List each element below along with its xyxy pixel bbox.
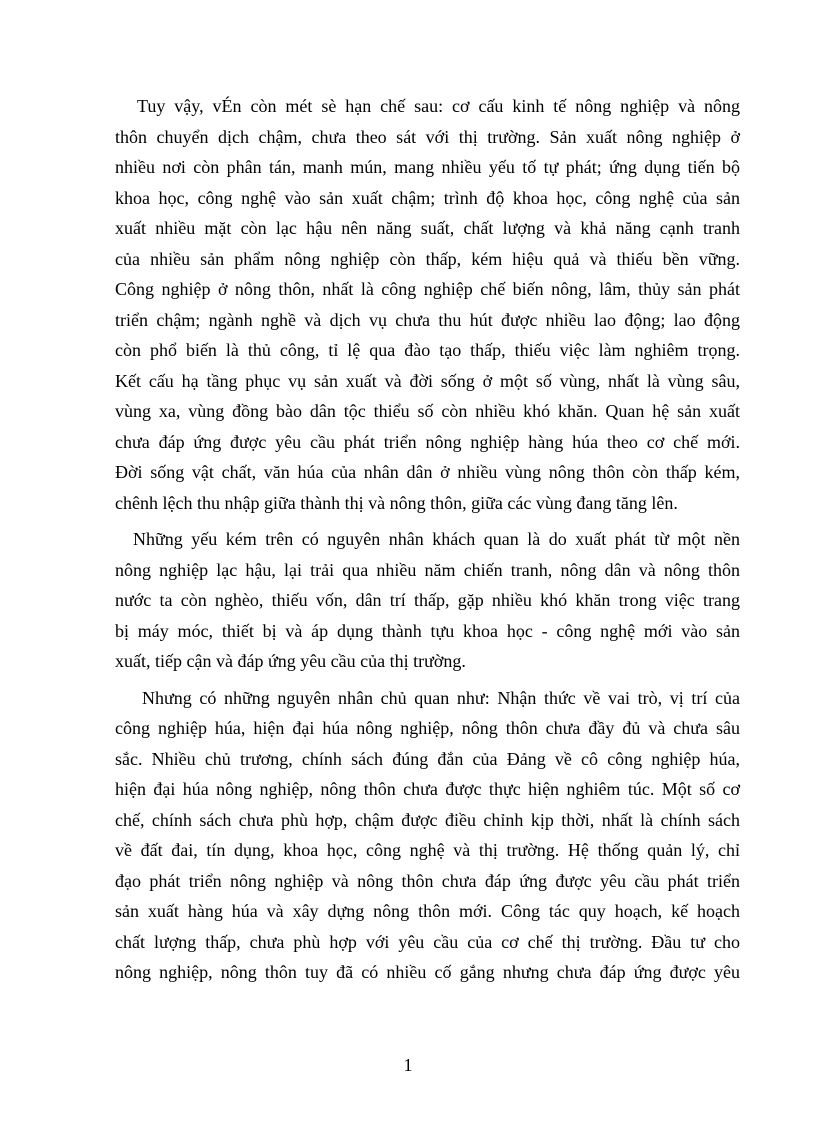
paragraph-1-line-9: còn phổ biến là thủ công, tỉ lệ qua đào tạo thấp, thiếu việc làm nghiêm trọng. bbox=[115, 340, 740, 360]
paragraph-2-line-2: nông nghiệp lạc hậu, lại trải qua nhiều năm chiến tranh, nông dân và nông thôn bbox=[115, 560, 740, 580]
paragraph-3-line-8: sản xuất hàng húa và xây dựng nông thôn mới. Công tác quy hoạch, kế hoạch bbox=[115, 901, 740, 921]
paragraph-3-line-5: chế, chính sách chưa phù hợp, chậm được điều chỉnh kịp thời, nhất là chính sách bbox=[115, 810, 740, 830]
paragraph-2-line-5: xuất, tiếp cận và đáp ứng yêu cầu của thị trường. bbox=[115, 651, 466, 671]
paragraph-3-line-6: về đất đai, tín dụng, khoa học, công nghệ và thị trường. Hệ thống quản lý, chỉ bbox=[115, 840, 740, 860]
paragraph-1-line-7: Công nghiệp ở nông thôn, nhất là công nghiệp chế biến nông, lâm, thủy sản phát bbox=[115, 279, 740, 299]
paragraph-3-line-9: chất lượng thấp, chưa phù hợp với yêu cầu của cơ chế thị trường. Đầu tư cho bbox=[115, 932, 740, 952]
paragraph-1-line-14: chênh lệch thu nhập giữa thành thị và nông thôn, giữa các vùng đang tăng lên. bbox=[115, 493, 678, 513]
paragraph-3-line-2: công nghiệp húa, hiện đại húa nông nghiệp, nông thôn chưa đầy đủ và chưa sâu bbox=[115, 718, 740, 738]
paragraph-1-line-6: của nhiều sản phẩm nông nghiệp còn thấp, kém hiệu quả và thiếu bền vững. bbox=[115, 249, 740, 269]
paragraph-1-line-11: vùng xa, vùng đồng bào dân tộc thiểu số còn nhiều khó khăn. Quan hệ sản xuất bbox=[115, 401, 740, 421]
paragraph-1-line-12: chưa đáp ứng được yêu cầu phát triển nông nghiệp hàng húa theo cơ chế mới. bbox=[115, 432, 740, 452]
paragraph-1-line-1: Tuy vậy, vÉn còn mét sè hạn chế sau: cơ cấu kinh tế nông nghiệp và nông bbox=[137, 96, 740, 116]
paragraph-1-line-4: khoa học, công nghệ vào sản xuất chậm; trình độ khoa học, công nghệ của sản bbox=[115, 188, 740, 208]
paragraph-1-line-3: nhiều nơi còn phân tán, manh mún, mang nhiều yếu tố tự phát; ứng dụng tiến bộ bbox=[115, 157, 740, 177]
paragraph-2-line-1: Những yếu kém trên có nguyên nhân khách quan là do xuất phát từ một nền bbox=[133, 529, 740, 549]
page-number: 1 bbox=[403, 1055, 413, 1075]
paragraph-3-line-10: nông nghiệp, nông thôn tuy đã có nhiều cố gắng nhưng chưa đáp ứng được yêu bbox=[115, 962, 740, 982]
paragraph-2-line-4: bị máy móc, thiết bị và áp dụng thành tựu khoa học - công nghệ mới vào sản bbox=[115, 621, 740, 641]
paragraph-3-line-1: Nhưng có những nguyên nhân chủ quan như: Nhận thức về vai trò, vị trí của bbox=[142, 688, 740, 708]
paragraph-1-line-2: thôn chuyển dịch chậm, chưa theo sát với thị trường. Sản xuất nông nghiệp ở bbox=[115, 127, 740, 147]
paragraph-3-line-4: hiện đại húa nông nghiệp, nông thôn chưa được thực hiện nghiêm túc. Một số cơ bbox=[115, 779, 740, 799]
paragraph-1-line-8: triển chậm; ngành nghề và dịch vụ chưa thu hút được nhiều lao động; lao động bbox=[115, 310, 740, 330]
paragraph-3-line-7: đạo phát triển nông nghiệp và nông thôn chưa đáp ứng được yêu cầu phát triển bbox=[115, 871, 740, 891]
paragraph-1-line-10: Kết cấu hạ tầng phục vụ sản xuất và đời sống ở một số vùng, nhất là vùng sâu, bbox=[115, 371, 740, 391]
paragraph-2-line-3: nước ta còn nghèo, thiếu vốn, dân trí thấp, gặp nhiều khó khăn trong việc trang bbox=[115, 590, 740, 610]
paragraph-1-line-5: xuất nhiều mặt còn lạc hậu nên năng suất, chất lượng và khả năng cạnh tranh bbox=[115, 218, 740, 238]
paragraph-1-line-13: Đời sống vật chất, văn húa của nhân dân ở nhiều vùng nông thôn còn thấp kém, bbox=[115, 462, 740, 482]
paragraph-3-line-3: sắc. Nhiều chủ trương, chính sách đúng đắn của Đảng về cô công nghiệp húa, bbox=[115, 749, 740, 769]
